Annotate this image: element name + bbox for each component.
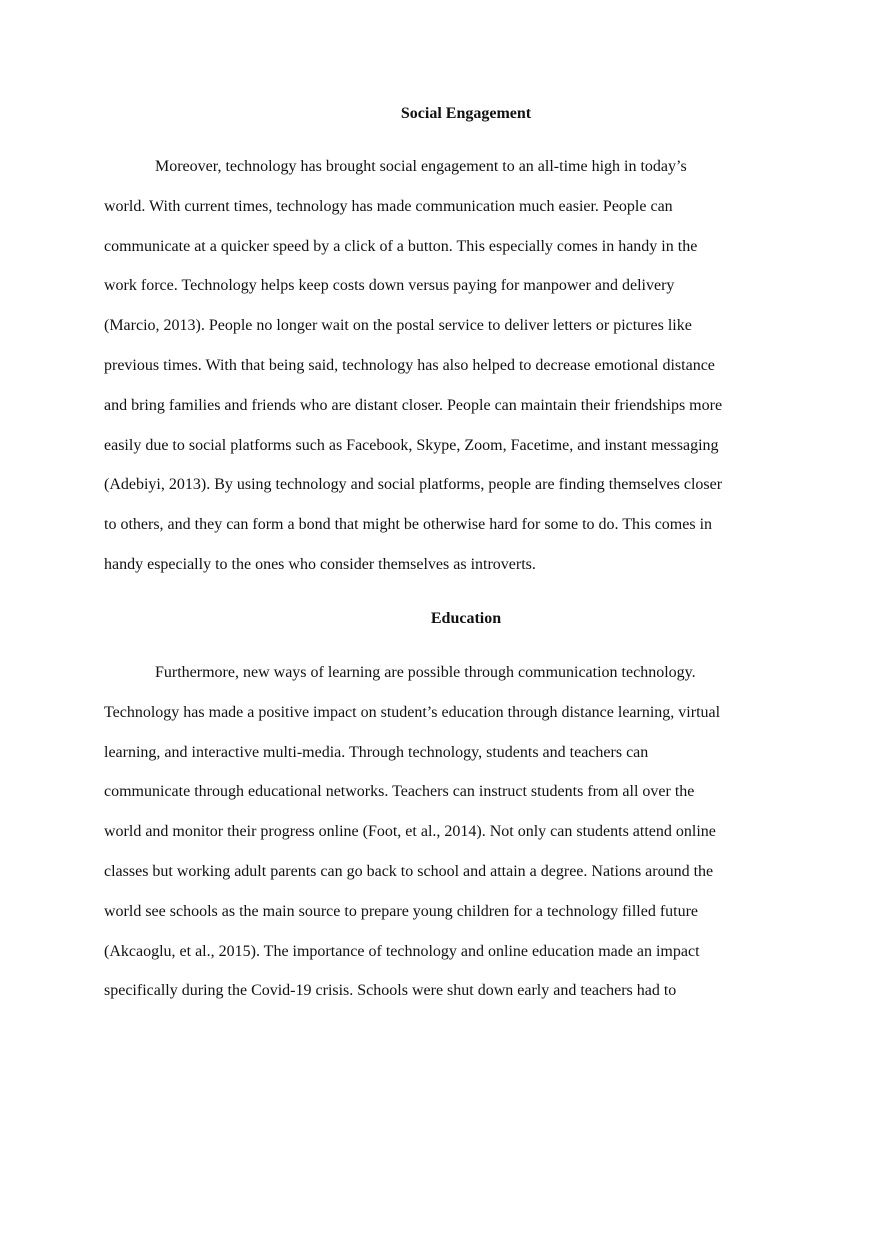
text-line: Moreover, technology has brought social engagement to an all-time high in today’s [155, 158, 687, 175]
text-line: (Marcio, 2013). People no longer wait on the postal service to deliver letters or pictures like [104, 317, 692, 335]
text-line: Furthermore, new ways of learning are possible through communication technology. [155, 664, 696, 681]
section-heading-social-engagement: Social Engagement [400, 105, 532, 122]
text-line: previous times. With that being said, technology has also helped to decrease emotional distance [104, 357, 715, 374]
text-line: world see schools as the main source to prepare young children for a technology filled future [104, 902, 699, 920]
text-line: world. With current times, technology has made communication much easier. People can [104, 197, 673, 215]
text-line: communicate at a quicker speed by a click of a button. This especially comes in handy in the [104, 237, 698, 255]
text-line: to others, and they can form a bond that might be otherwise hard for some to do. This comes in [104, 516, 713, 534]
text-line: world and monitor their progress online (Foot, et al., 2014). Not only can students attend online [104, 823, 716, 841]
section-heading-education: Education [430, 610, 502, 627]
text-line: (Adebiyi, 2013). By using technology and social platforms, people are finding themselves closer [104, 476, 723, 494]
text-line: handy especially to the ones who consider themselves as introverts. [104, 556, 536, 573]
text-line: and bring families and friends who are distant closer. People can maintain their friendships more [104, 396, 723, 414]
text-line: Technology has made a positive impact on student’s education through distance learning, virtual [104, 703, 721, 721]
text-line: (Akcaoglu, et al., 2015). The importance of technology and online education made an impact [104, 942, 700, 960]
text-line: classes but working adult parents can go back to school and attain a degree. Nations around the [104, 863, 714, 880]
text-line: easily due to social platforms such as Facebook, Skype, Zoom, Facetime, and instant messaging [104, 436, 719, 454]
text-line: communicate through educational networks. Teachers can instruct students from all over the [104, 783, 695, 801]
text-line: learning, and interactive multi-media. Through technology, students and teachers can [104, 743, 649, 761]
text-line: specifically during the Covid-19 crisis. Schools were shut down early and teachers had to [104, 982, 677, 1000]
text-line: work force. Technology helps keep costs down versus paying for manpower and delivery [104, 277, 675, 295]
